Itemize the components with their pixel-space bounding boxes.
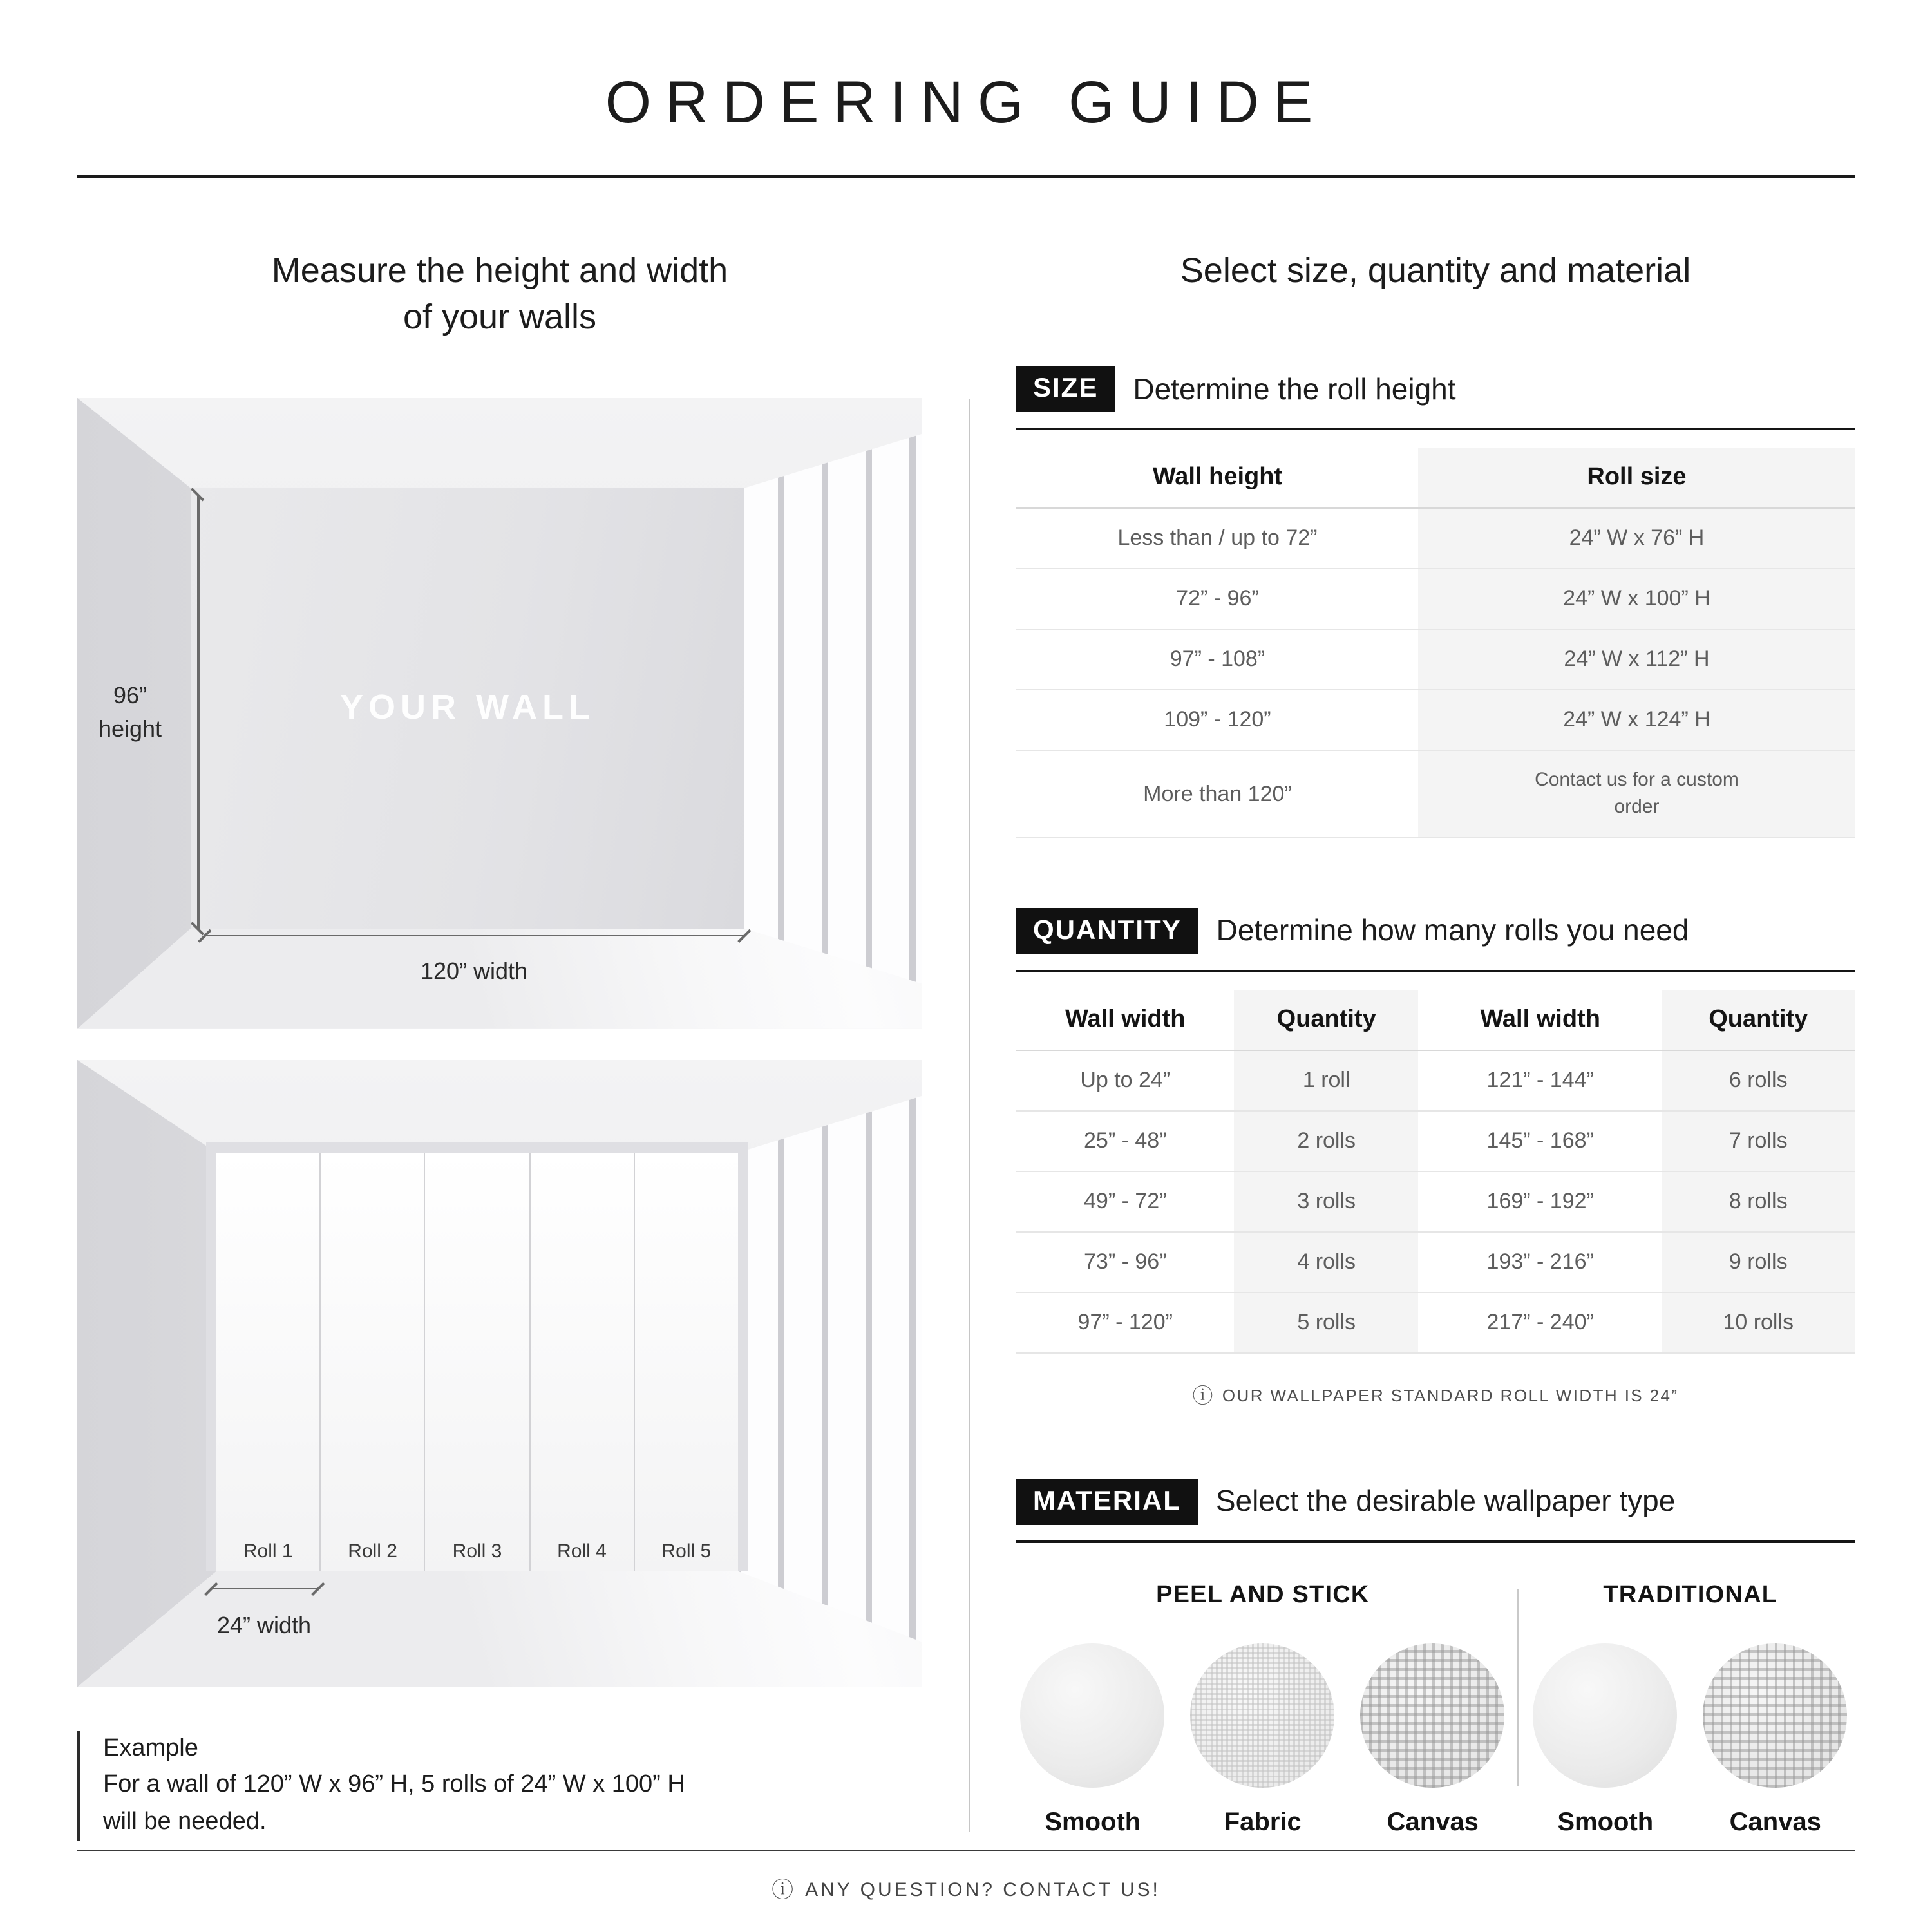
- footer-divider: [77, 1850, 1855, 1851]
- swatch-smooth: [1530, 1643, 1681, 1838]
- room-back-wall: [191, 488, 744, 929]
- swatch-label: Canvas: [1387, 1808, 1479, 1837]
- roll-panel: [530, 1153, 634, 1571]
- size-table: [1016, 449, 1855, 838]
- smooth-texture-icon: [1021, 1643, 1165, 1788]
- material-group-traditional: [1526, 1582, 1855, 1838]
- material-group-peel-and-stick: [1016, 1582, 1510, 1838]
- size-section: [1016, 366, 1855, 838]
- size-row: 97” - 108” 24” W x 112” H: [1016, 630, 1855, 690]
- page-title: ORDERING GUIDE: [605, 68, 1327, 135]
- roll-label: Roll 3: [452, 1540, 502, 1562]
- example-line2: will be needed.: [103, 1808, 267, 1835]
- size-table-header-row: [1016, 449, 1855, 509]
- quantity-table: [1016, 990, 1855, 1354]
- material-section-header: [1016, 1479, 1855, 1543]
- swatch-canvas: [1357, 1643, 1509, 1838]
- example-line1: For a wall of 120” W x 96” H, 5 rolls of 24” W x 100” H: [103, 1771, 685, 1799]
- swatch-fabric: [1187, 1643, 1339, 1838]
- smooth-texture-icon: [1533, 1643, 1678, 1788]
- size-section-header: [1016, 366, 1855, 431]
- info-icon: ⓘ: [1192, 1385, 1215, 1408]
- group-title: TRADITIONAL: [1603, 1581, 1778, 1609]
- swatch-canvas: [1700, 1643, 1852, 1838]
- content-columns: [77, 247, 1855, 1850]
- info-icon: ⓘ: [772, 1878, 797, 1902]
- col-wall-height: Wall height: [1152, 464, 1283, 491]
- material-group-divider: [1517, 1589, 1519, 1786]
- size-row: 72” - 96” 24” W x 100” H: [1016, 569, 1855, 630]
- your-wall-label: YOUR WALL: [340, 688, 595, 727]
- canvas-texture-icon: [1703, 1643, 1848, 1788]
- size-subtitle: Determine the roll height: [1133, 372, 1456, 406]
- quantity-table-header-row: Wall width Quantity Wall width Quantity: [1016, 990, 1855, 1050]
- room-illustration-rolls: [77, 1060, 922, 1687]
- select-column: [1016, 247, 1855, 1850]
- roll-width-dimension-line: [210, 1588, 318, 1590]
- col-roll-size: Roll size: [1419, 449, 1855, 509]
- roll-panel: [635, 1153, 738, 1571]
- example-title: Example: [103, 1734, 198, 1762]
- material-subtitle: Select the desirable wallpaper type: [1215, 1484, 1676, 1518]
- size-row: More than 120” Contact us for a custom order: [1016, 751, 1855, 838]
- quantity-row: 49” - 72” 3 rolls 169” - 192” 8 rolls: [1016, 1171, 1855, 1232]
- roll-label: Roll 2: [348, 1540, 397, 1562]
- canvas-texture-icon: [1361, 1643, 1505, 1788]
- roll-label: Roll 1: [243, 1540, 293, 1562]
- roll-panel: [321, 1153, 425, 1571]
- roll-panels: [216, 1153, 738, 1571]
- width-dimension-label: 120” width: [420, 958, 528, 984]
- height-dimension-label: 96” height: [98, 682, 162, 742]
- fabric-texture-icon: [1191, 1643, 1335, 1788]
- room-illustration-your-wall: [77, 398, 922, 1029]
- roll-panel: [216, 1153, 321, 1571]
- measure-heading: [77, 247, 922, 341]
- roll-panel: [426, 1153, 530, 1571]
- swatch-smooth: [1017, 1643, 1169, 1838]
- size-badge: SIZE: [1016, 366, 1115, 413]
- size-row: Less than / up to 72” 24” W x 76” H: [1016, 509, 1855, 569]
- quantity-row: 97” - 120” 5 rolls 217” - 240” 10 rolls: [1016, 1293, 1855, 1353]
- roll-label: Roll 4: [557, 1540, 607, 1562]
- group-title: PEEL AND STICK: [1156, 1581, 1370, 1609]
- example-block: [77, 1731, 922, 1841]
- quantity-row: 73” - 96” 4 rolls 193” - 216” 9 rolls: [1016, 1232, 1855, 1293]
- title-divider: [77, 175, 1855, 178]
- measure-heading-line1: Measure the height and width: [271, 251, 728, 290]
- measure-column: [77, 247, 922, 1850]
- roll-label: Roll 5: [661, 1540, 712, 1562]
- quantity-badge: QUANTITY: [1016, 908, 1198, 954]
- swatch-label: Smooth: [1557, 1808, 1654, 1837]
- page-footer: [77, 1850, 1855, 1911]
- swatch-label: Fabric: [1224, 1808, 1302, 1837]
- material-section: [1016, 1479, 1855, 1838]
- contact-note: ⓘ ANY QUESTION? CONTACT US!: [772, 1878, 1160, 1902]
- quantity-section: [1016, 908, 1855, 1409]
- measure-heading-line2: of your walls: [402, 298, 597, 337]
- roll-width-note: ⓘ OUR WALLPAPER STANDARD ROLL WIDTH IS 24”: [1192, 1385, 1679, 1408]
- material-groups: [1016, 1582, 1855, 1838]
- roll-width-dimension-label: 24” width: [216, 1612, 312, 1638]
- quantity-section-header: [1016, 908, 1855, 972]
- height-dimension-line: [197, 495, 199, 929]
- swatch-label: Smooth: [1045, 1808, 1141, 1837]
- quantity-row: Up to 24” 1 roll 121” - 144” 6 rolls: [1016, 1050, 1855, 1111]
- size-row: 109” - 120” 24” W x 124” H: [1016, 690, 1855, 751]
- quantity-row: 25” - 48” 2 rolls 145” - 168” 7 rolls: [1016, 1111, 1855, 1171]
- quantity-subtitle: Determine how many rolls you need: [1216, 913, 1689, 947]
- swatch-label: Canvas: [1729, 1808, 1821, 1837]
- width-dimension-line: [204, 935, 744, 937]
- material-badge: MATERIAL: [1016, 1479, 1198, 1525]
- column-divider: [969, 399, 970, 1832]
- select-heading: Select size, quantity and material: [1180, 251, 1691, 290]
